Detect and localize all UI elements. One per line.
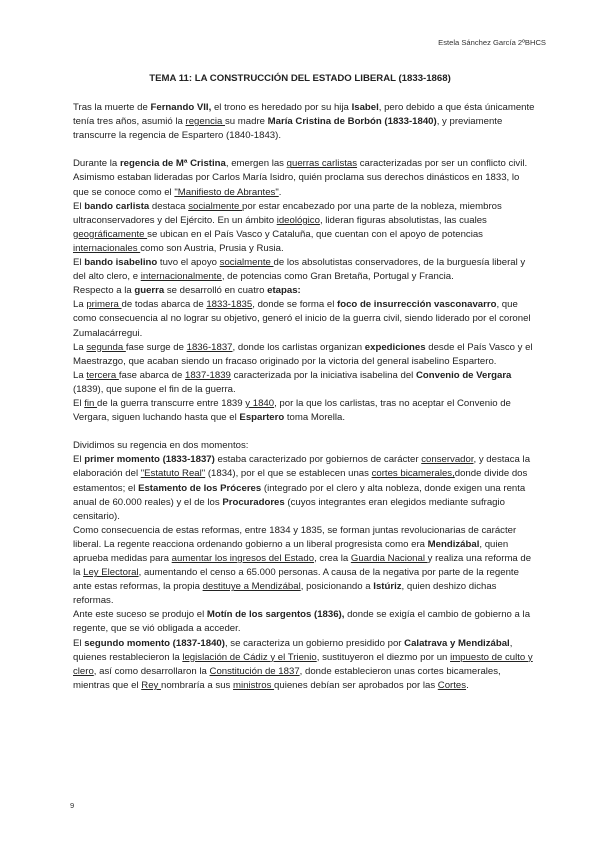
paragraph-regencia (73, 157, 535, 199)
text-run: Como consecuencia de estas reformas, entre 1834 y 1835, se forman juntas revolucionarias de carácter liberal. La regente reacciona ordenando gobierno a un liberal progresista como era (73, 524, 517, 550)
text-run: (1834), por el que se establecen unas (205, 468, 372, 480)
text-run: , pero debido a que ésta únicamente tenía tres años, asumió la (73, 102, 535, 128)
underlined-run: socialmente (219, 257, 274, 269)
text-run: El (73, 637, 85, 649)
bold-run: Isabel (351, 102, 379, 113)
text-run: , por la que los carlistas, tras no aceptar el Convenio de Vergara, siguen luchando hasta que el (73, 397, 511, 424)
bold-run: María Cristina de Borbón (1833-1840) (267, 116, 437, 128)
text-run: (integrado por el clero y alta nobleza, donde exigen una renta anual de 60.000 reales) y el de los (73, 482, 526, 508)
paragraph-primer-momento (73, 453, 535, 523)
underlined-run: 1837-1839 (185, 369, 231, 381)
paragraph-etapa-fin (73, 397, 535, 425)
text-run: , donde los carlistas organizan (232, 341, 365, 353)
header-author: Estela Sánchez García 2ºBHCS (438, 38, 546, 47)
paragraph-gap (73, 425, 535, 439)
text-run: por estar encabezado por una parte de la nobleza, miembros ultraconservadores y del Ejército. En un ámbito (73, 200, 502, 226)
underlined-run: primera (86, 299, 122, 311)
text-run: , así como desarrollaron la (93, 665, 210, 677)
underlined-run: aumentar los ingresos del Estado (171, 553, 315, 564)
bold-run: Espartero (239, 412, 285, 424)
text-run: Tras la muerte de (73, 102, 151, 113)
text-run: , aumentando el censo a 65.000 personas. A causa de la negativa por parte de la regente ante estas reformas, la propia (73, 567, 519, 593)
underlined-run: ministros (233, 679, 275, 691)
underlined-run: cortes bicamerales, (371, 468, 455, 480)
text-run: nombraría a sus (161, 679, 233, 691)
text-run: El (73, 257, 85, 269)
text-run: , crea la (314, 553, 351, 564)
text-run: , posicionando a (300, 581, 374, 593)
bold-run: bando isabelino (84, 257, 158, 269)
underlined-run: Rey (141, 679, 161, 691)
text-run: El (73, 454, 85, 466)
bold-run: regencia de Mª Cristina (119, 158, 226, 170)
paragraph-bando-isabelino (73, 256, 535, 284)
paragraph-segundo-momento (73, 637, 535, 693)
text-run: donde se exigía el cambio de gobierno a la regente, que se vió obligada a acceder. (73, 609, 531, 635)
bold-run: bando carlista (84, 200, 150, 212)
paragraph-etapa-segunda (73, 341, 535, 369)
underlined-run: Guardia Nacional (350, 553, 428, 564)
bold-run: expediciones (364, 341, 426, 353)
text-run: desde el País Vasco y el Maestrazgo, que acaban siendo un fracaso originado por la victoria del general isabelino Espartero. (73, 341, 533, 367)
underlined-run: Constitución de 1837 (209, 665, 300, 677)
text-run: . (466, 679, 469, 691)
text-run: caracterizadas por ser un conflicto civil. Asimismo estaban lideradas por Carlos María Isidro, quién proclama sus derechos dinásticos en 1833, lo que se conoce como el (73, 158, 528, 198)
document-body (73, 101, 535, 693)
text-run: como son Austria, Prusia y Rusia. (140, 242, 284, 254)
text-run: de todas abarca de (121, 299, 207, 311)
text-run: Respecto a la (73, 285, 135, 297)
text-run: fase abarca de (118, 369, 186, 381)
text-run: su madre (225, 116, 268, 128)
underlined-run: geográficamente (73, 228, 148, 240)
text-run: , emergen las (225, 158, 287, 170)
bold-run: Procuradores (222, 496, 285, 508)
paragraph-dos-momentos (73, 439, 535, 453)
text-run: se desarrolló en cuatro (164, 285, 268, 297)
bold-run: Istúriz (373, 581, 402, 593)
paragraph-gap (73, 143, 535, 157)
text-run: , y previamente transcurre la regencia de Espartero (1840-1843). (73, 116, 503, 142)
text-run: La (73, 341, 87, 353)
bold-run: primer momento (1833-1837) (84, 454, 215, 466)
text-run: , quien aprueba medidas para (73, 538, 509, 564)
underlined-run: 1833-1835 (206, 299, 253, 311)
bold-run: Calatrava y Mendizábal (404, 637, 510, 649)
text-run: El (73, 200, 85, 212)
bold-run: Motín de los sargentos (1836), (206, 609, 345, 621)
underlined-run: 1836-1837 (186, 341, 233, 353)
underlined-run: "Manifiesto de Abrantes" (174, 186, 279, 198)
underlined-run: regencia (185, 116, 225, 128)
text-run: de la guerra transcurre entre 1839 (97, 397, 246, 409)
underlined-run: guerras carlistas (286, 158, 358, 170)
bold-run: Mendizábal (427, 538, 480, 550)
text-run: de los absolutistas conservadores, de la burguesía liberal y del alto clero, e (73, 257, 526, 283)
underlined-run: legislación de Cádiz y el Trienio (182, 651, 317, 663)
underlined-run: y 1840 (245, 397, 275, 409)
underlined-run: impuesto de culto y clero (73, 651, 533, 677)
text-run: La (73, 369, 87, 381)
text-run: se ubican en el País Vasco y Cataluña, que cuentan con el apoyo de potencias (147, 228, 483, 240)
text-run: fase surge de (125, 341, 187, 353)
text-run: , que como consecuencia al no lograr su objetivo, generó el inicio de la guerra civil, siendo liderado por el coronel Zumalacárregui. (73, 299, 531, 339)
bold-run: foco de insurrección vasconavarro (337, 299, 497, 311)
bold-run: guerra (134, 285, 165, 297)
underlined-run: tercera (86, 369, 119, 381)
text-run: Ante este suceso se produjo el (73, 609, 207, 621)
text-run: destaca (149, 200, 189, 212)
text-run: Durante la (73, 158, 120, 170)
bold-run: Convenio de Vergara (415, 369, 512, 381)
paragraph-intro (73, 101, 535, 143)
paragraph-juntas-revolucionarias (73, 524, 535, 609)
text-run: (1839), que supone el fin de la guerra. (73, 383, 236, 395)
text-run: (cuyos integrantes eran elegidos mediante sufragio censitario). (73, 496, 505, 522)
text-run: La (73, 299, 87, 311)
text-run: , donde se forma el (252, 299, 338, 311)
underlined-run: destituye a Mendizábal (202, 581, 301, 593)
underlined-run: internacionales (73, 242, 141, 254)
bold-run: Fernando VII, (150, 102, 212, 113)
text-run: quienes debían ser aprobados por las (274, 679, 438, 691)
underlined-run: fin (84, 397, 98, 409)
underlined-run: socialmente (188, 200, 243, 212)
bold-run: etapas: (267, 285, 301, 297)
underlined-run: segunda (86, 341, 126, 353)
text-run: Dividimos su regencia en dos momentos: (73, 440, 249, 452)
text-run: , quien deshizo dichas reformas. (73, 581, 497, 607)
text-run: , quienes restablecieron la (73, 637, 513, 663)
text-run: , se caracteriza un gobierno presidido por (224, 637, 405, 649)
text-run: , de potencias como Gran Bretaña, Portugal y Francia. (221, 271, 454, 283)
text-run: , y destaca la elaboración del (73, 454, 531, 480)
text-run: y realiza una reforma de la (73, 553, 532, 579)
paragraph-etapa-primera (73, 298, 535, 340)
text-run: . (278, 186, 282, 198)
paragraph-bando-carlista (73, 200, 535, 256)
text-run: estaba caracterizado por gobiernos de carácter (214, 454, 422, 466)
text-run: el trono es heredado por su hija (211, 102, 352, 113)
underlined-run: Cortes (437, 679, 467, 691)
underlined-run: Ley Electoral (83, 567, 139, 579)
page-number: 9 (70, 801, 75, 810)
text-run: donde divide dos estamentos; el (73, 468, 528, 494)
text-run: , donde establecieron unas cortes bicamerales, mientras que el (73, 665, 501, 691)
paragraph-guerra (73, 284, 535, 298)
text-run: tuvo el apoyo (157, 257, 220, 269)
paragraph-motin-sargentos (73, 608, 535, 636)
text-run: , sustituyeron el diezmo por un (316, 651, 451, 663)
bold-run: segundo momento (1837-1840) (84, 637, 225, 649)
underlined-run: "Estatuto Real" (140, 468, 206, 480)
text-run: El (73, 397, 85, 409)
underlined-run: ideológico (276, 214, 320, 226)
text-run: toma Morella. (284, 412, 345, 424)
underlined-run: conservador (421, 454, 474, 466)
page-title: TEMA 11: LA CONSTRUCCIÓN DEL ESTADO LIBERAL (1833-1868) (149, 73, 451, 84)
paragraph-etapa-tercera (73, 369, 535, 397)
text-run: , lideran figuras absolutistas, las cuales (319, 214, 487, 226)
text-run: caracterizada por la iniciativa isabelina del (230, 369, 416, 381)
underlined-run: internacionalmente (140, 271, 222, 283)
bold-run: Estamento de los Próceres (138, 482, 262, 494)
